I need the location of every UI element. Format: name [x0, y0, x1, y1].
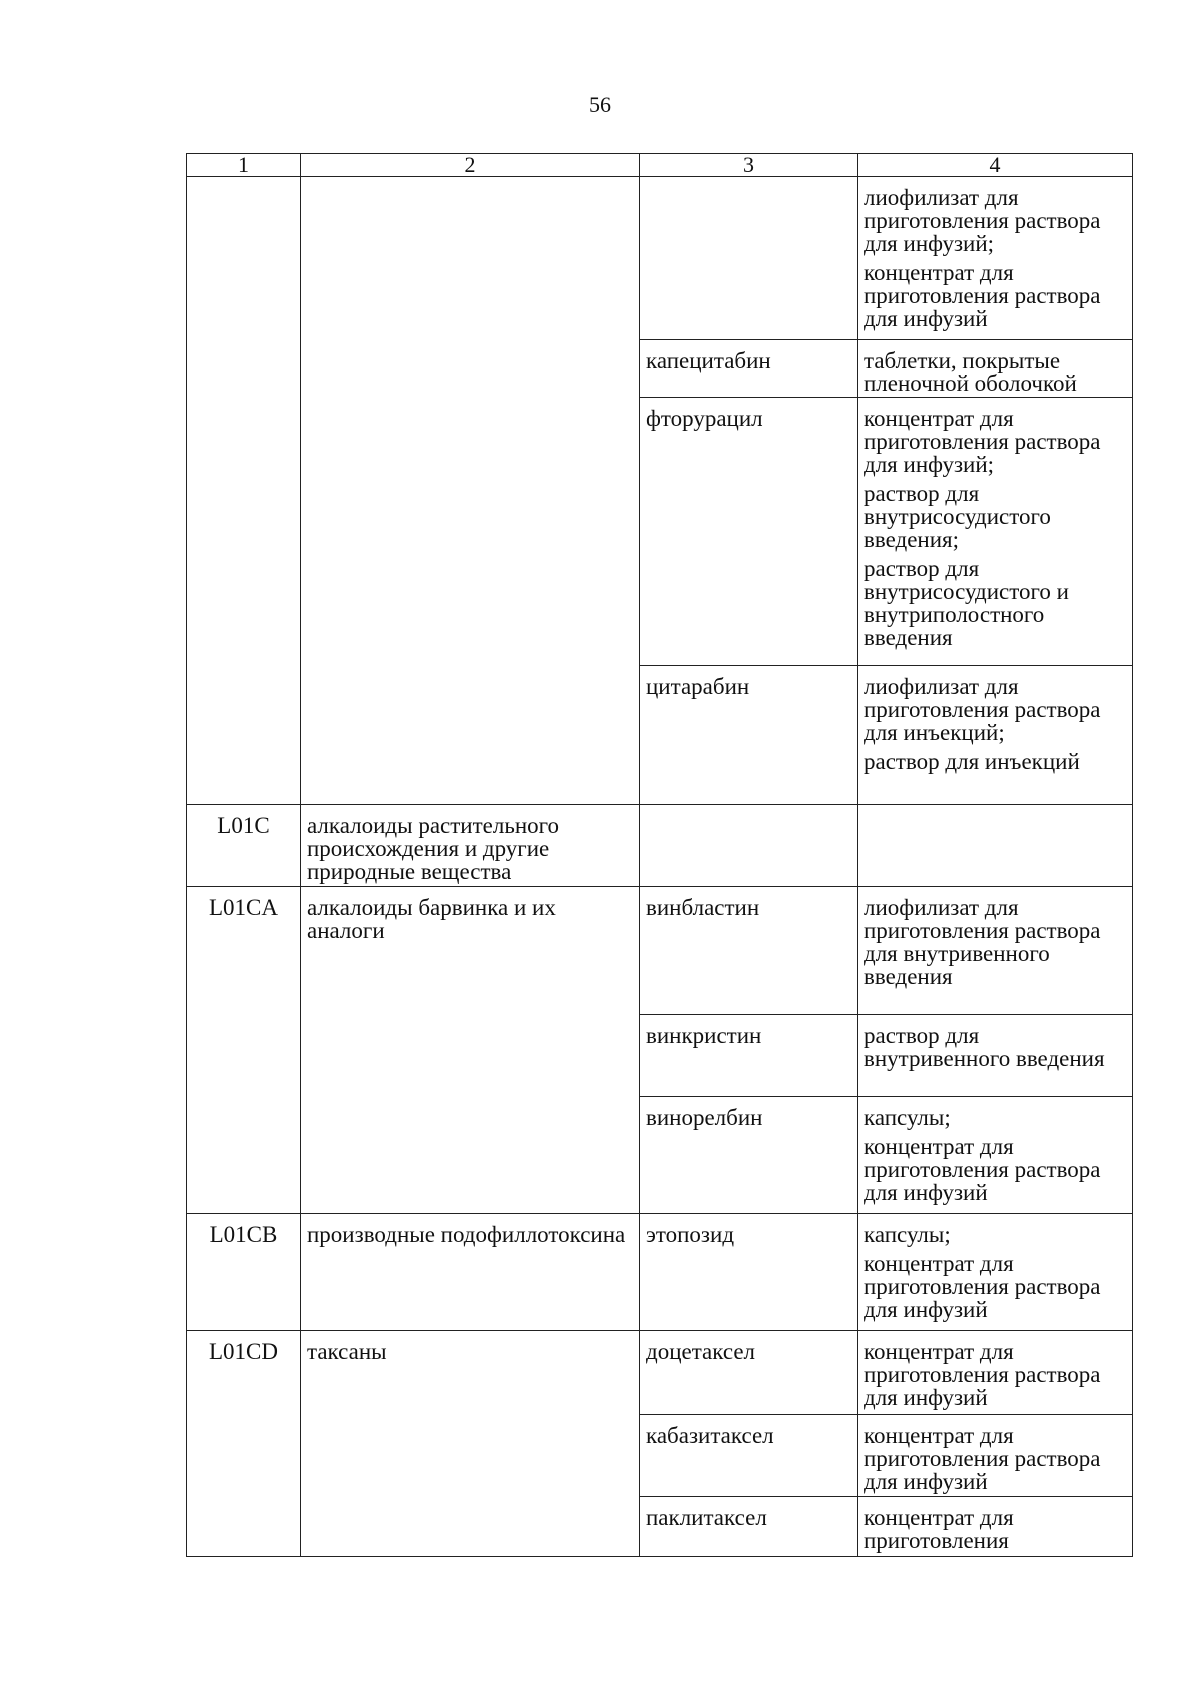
name-cell — [301, 177, 640, 805]
forms-cell — [858, 1415, 1133, 1497]
forms-cell — [858, 1097, 1133, 1214]
page-number: 56 — [589, 92, 611, 117]
code-cell: L01C — [187, 805, 301, 887]
code-cell: L01CA — [187, 887, 301, 1214]
dosage-form: концентрат для приготовления раствора для инфузий — [864, 1339, 1101, 1410]
dosage-form: концентрат для приготовления раствора для инфузий — [864, 1251, 1101, 1322]
dosage-form: капсулы; — [864, 1105, 951, 1130]
dosage-form: раствор для инъекций — [864, 749, 1080, 774]
forms-cell — [858, 1497, 1133, 1557]
forms-cell — [858, 887, 1133, 1015]
dosage-form: лиофилизат для приготовления раствора для внутривенного введения — [864, 895, 1101, 989]
forms-cell — [858, 177, 1133, 340]
drug-cell: винорелбин — [640, 1097, 858, 1214]
table-row — [187, 177, 1133, 340]
dosage-form: лиофилизат для приготовления раствора для инъекций; — [864, 674, 1101, 745]
drug-cell — [640, 177, 858, 340]
drug-cell: паклитаксел — [640, 1497, 858, 1557]
drug-cell: винбластин — [640, 887, 858, 1015]
forms-cell — [858, 398, 1133, 666]
column-header: 1 — [187, 154, 301, 177]
table-header-row — [187, 154, 1133, 177]
dosage-form: лиофилизат для приготовления раствора для инфузий; — [864, 185, 1101, 256]
name-cell: алкалоиды растительного происхождения и другие природные вещества — [301, 805, 640, 887]
code-cell — [187, 177, 301, 805]
drug-cell: цитарабин — [640, 666, 858, 805]
drug-cell: доцетаксел — [640, 1331, 858, 1415]
dosage-form: концентрат для приготовления раствора для инфузий — [864, 1134, 1101, 1205]
forms-cell — [858, 805, 1133, 887]
name-cell: производные подофиллотоксина — [301, 1214, 640, 1331]
dosage-form: раствор для внутрисосудистого введения; — [864, 481, 1051, 552]
table-row — [187, 1214, 1133, 1331]
forms-cell — [858, 340, 1133, 398]
drug-cell: кабазитаксел — [640, 1415, 858, 1497]
dosage-form: таблетки, покрытые пленочной оболочкой — [864, 348, 1077, 396]
forms-cell — [858, 1015, 1133, 1097]
column-header: 4 — [858, 154, 1133, 177]
dosage-form: раствор для внутривенного введения — [864, 1023, 1105, 1071]
forms-cell — [858, 1331, 1133, 1415]
dosage-form: концентрат для приготовления раствора для инфузий — [864, 260, 1101, 331]
table-row — [187, 887, 1133, 1015]
dosage-form: концентрат для приготовления раствора для инфузий — [864, 1423, 1101, 1494]
code-cell: L01CD — [187, 1331, 301, 1557]
drug-cell: этопозид — [640, 1214, 858, 1331]
dosage-form: капсулы; — [864, 1222, 951, 1247]
drug-cell — [640, 805, 858, 887]
drug-cell: винкристин — [640, 1015, 858, 1097]
name-cell: алкалоиды барвинка и их аналоги — [301, 887, 640, 1214]
code-cell: L01CB — [187, 1214, 301, 1331]
drug-cell: капецитабин — [640, 340, 858, 398]
table-row — [187, 1331, 1133, 1415]
drug-table — [186, 153, 1133, 1557]
name-cell: таксаны — [301, 1331, 640, 1557]
forms-cell — [858, 1214, 1133, 1331]
drug-cell: фторурацил — [640, 398, 858, 666]
column-header: 3 — [640, 154, 858, 177]
dosage-form: концентрат для приготовления раствора для инфузий; — [864, 406, 1101, 477]
table-row — [187, 805, 1133, 887]
dosage-form: концентрат для приготовления — [864, 1505, 1014, 1553]
dosage-form: раствор для внутрисосудистого и внутриполостного введения — [864, 556, 1069, 650]
column-header: 2 — [301, 154, 640, 177]
forms-cell — [858, 666, 1133, 805]
